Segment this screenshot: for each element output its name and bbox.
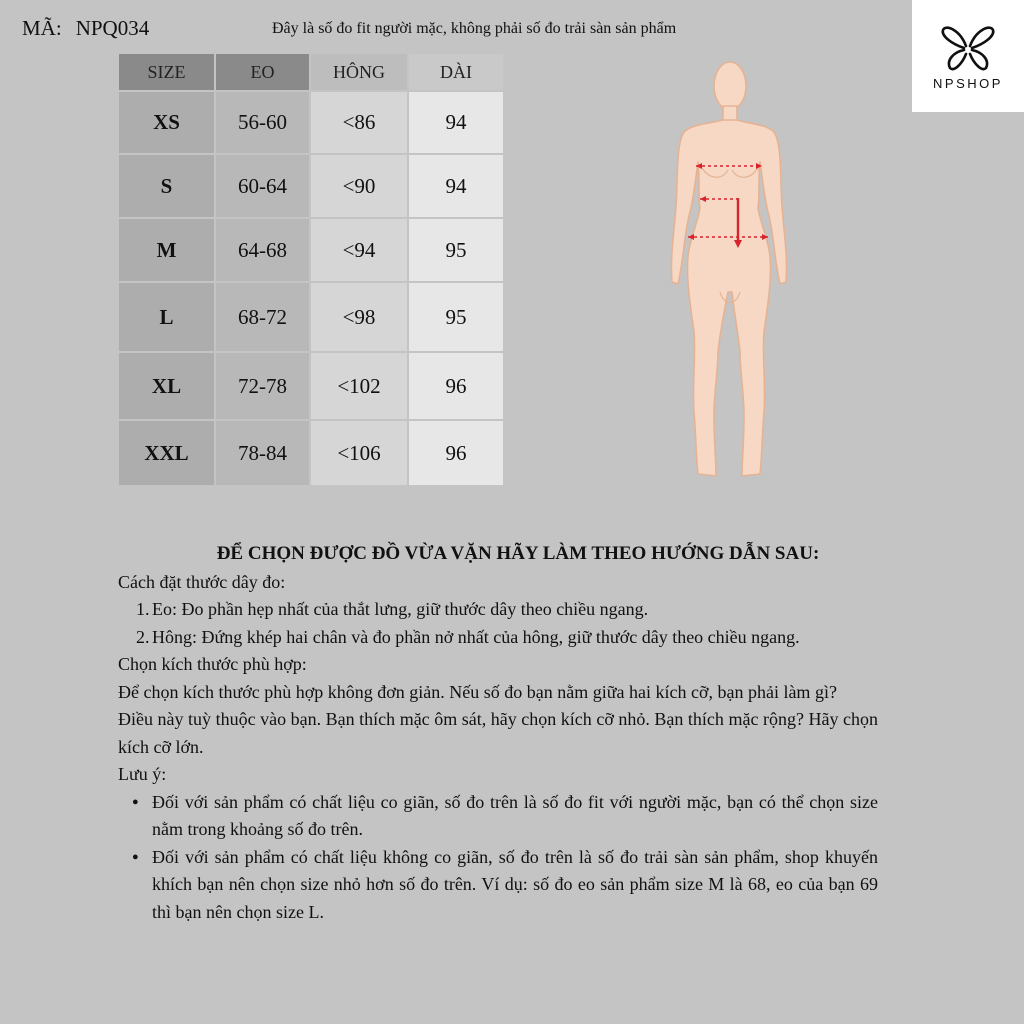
notes-list [118, 789, 878, 927]
table-row [119, 353, 503, 421]
size-cell: S [119, 155, 214, 219]
waist-cell: 78-84 [216, 421, 309, 487]
fitting-guide [118, 540, 878, 926]
waist-cell: 64-68 [216, 219, 309, 283]
shop-logo [912, 0, 1024, 112]
header-size: SIZE [119, 54, 214, 92]
step-text: Hông: Đứng khép hai chân và đo phần nở nhất của hông, giữ thước dây theo chiều ngang. [152, 626, 800, 647]
list-item [118, 596, 878, 624]
size-cell: L [119, 283, 214, 353]
list-item [118, 624, 878, 652]
choose-title: Chọn kích thước phù hợp: [118, 654, 307, 674]
step-text: Eo: Đo phần hẹp nhất của thắt lưng, giữ thước dây theo chiều ngang. [152, 599, 649, 619]
length-cell: 94 [409, 92, 503, 155]
waist-cell: 56-60 [216, 92, 309, 155]
list-item: ● Đối với sản phẩm có chất liệu không co giãn, số đo trên là số đo trải sàn sản phẩm, shop khuyến khích bạn nên chọn size nhỏ hơn số đo trên. Ví dụ: số đo eo sản phẩm size M là 68, eo của bạn 69 thì bạn nên chọn size L. [118, 844, 878, 927]
product-code-label: MÃ: [22, 16, 62, 40]
measurement-note: Đây là số đo fit người mặc, không phải số đo trải sàn sản phẩm [272, 20, 677, 37]
length-cell: 96 [409, 421, 503, 487]
butterfly-icon [940, 22, 996, 74]
shop-brand: NPSHOP [933, 75, 1003, 91]
product-code [22, 16, 149, 41]
size-cell: XS [119, 92, 214, 155]
hip-cell: <98 [311, 283, 407, 353]
step-number: 1. [136, 599, 150, 619]
header-waist: EO [216, 54, 309, 92]
header-length: DÀI [409, 54, 503, 92]
tape-title: Cách đặt thước dây đo: [118, 571, 286, 592]
tape-steps-list [118, 596, 878, 651]
table-row [119, 155, 503, 219]
waist-cell: 72-78 [216, 353, 309, 421]
length-cell: 95 [409, 283, 503, 353]
table-row [119, 219, 503, 283]
list-item: ● Đối với sản phẩm có chất liệu co giãn, số đo trên là số đo fit với người mặc, bạn có thể chọn size nằm trong khoảng số đo trên. [118, 789, 878, 844]
size-cell: XL [119, 353, 214, 421]
body-measurement-figure-icon [668, 56, 792, 488]
choose-paragraph-2: Điều này tuỳ thuộc vào bạn. Bạn thích mặc ôm sát, hãy chọn kích cỡ nhỏ. Bạn thích mặc rộng? Hãy chọn kích cỡ lớn. [118, 709, 878, 757]
size-table [117, 54, 505, 487]
choose-paragraph-1: Để chọn kích thước phù hợp không đơn giản. Nếu số đo bạn nằm giữa hai kích cỡ, bạn phải làm gì? [118, 681, 837, 702]
size-table-header [119, 54, 503, 92]
waist-cell: 60-64 [216, 155, 309, 219]
note-title: Lưu ý: [118, 764, 167, 784]
product-code-value: NPQ034 [75, 16, 150, 40]
hip-cell: <90 [311, 155, 407, 219]
length-cell: 96 [409, 353, 503, 421]
hip-cell: <94 [311, 219, 407, 283]
step-number: 2. [136, 626, 150, 647]
length-cell: 94 [409, 155, 503, 219]
size-cell: M [119, 219, 214, 283]
hip-cell: <86 [311, 92, 407, 155]
length-cell: 95 [409, 219, 503, 283]
hip-cell: <106 [311, 421, 407, 487]
table-row [119, 92, 503, 155]
header-hip: HÔNG [311, 54, 407, 92]
guide-heading: ĐỂ CHỌN ĐƯỢC ĐỒ VỪA VẶN HÃY LÀM THEO HƯỚNG DẪN SAU: [216, 543, 820, 564]
hip-cell: <102 [311, 353, 407, 421]
table-row [119, 421, 503, 487]
waist-cell: 68-72 [216, 283, 309, 353]
table-row [119, 283, 503, 353]
size-cell: XXL [119, 421, 214, 487]
